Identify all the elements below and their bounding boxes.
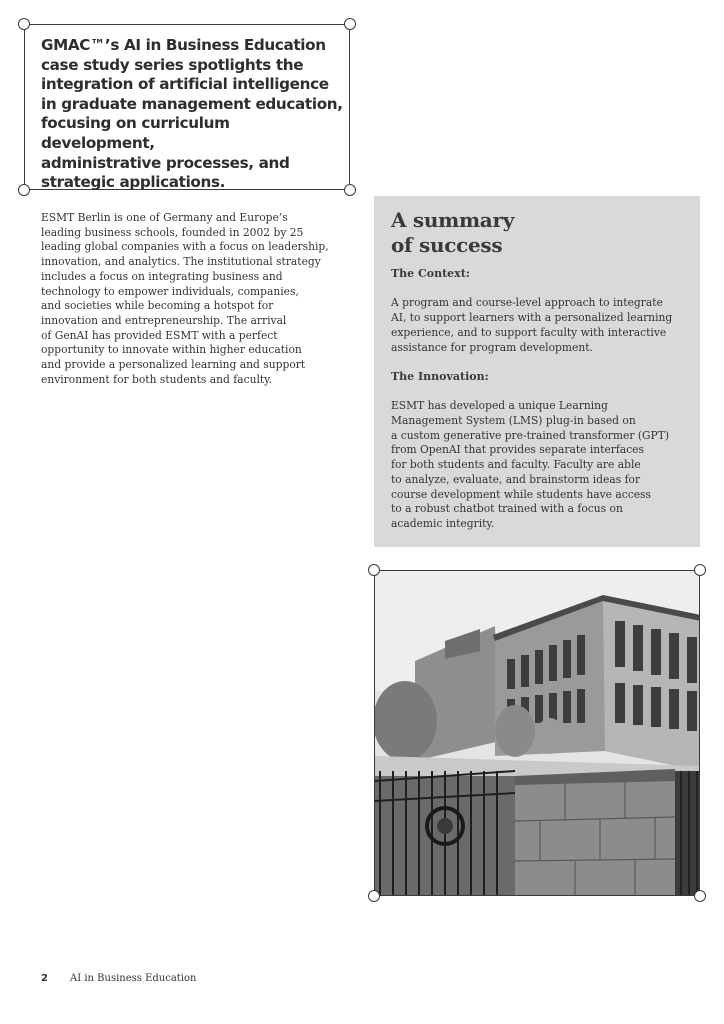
frame-handle [18, 18, 30, 30]
body-paragraph: ESMT Berlin is one of Germany and Europe’s leading business schools, founded in 2002 by 25 leading global companies with a focus on leadership, innovation, and analytics. The institutional strategy includes a focus on integrating business and technology to empower individuals, companies, and societies while becoming a hotspot for innovation and entrepreneurship. The arrival of GenAI has provided ESMT with a perfect opportunity to innovate within higher education and provide a personalized learning and support environment for both students and faculty. [41, 211, 329, 386]
innovation-heading: The Innovation: [391, 369, 489, 383]
innovation-text: ESMT has developed a unique Learning Management System (LMS) plug-in based on a custom generative pre-trained transformer (GPT) from OpenAI that provides separate interfaces for both students and faculty. Faculty are able to analyze, evaluate, and brainstorm ideas for course development while students have access to a robust chatbot trained with a focus on academic integrity. [391, 399, 670, 530]
context-heading: The Context: [391, 267, 470, 280]
frame-handle [694, 890, 706, 902]
frame-handle [368, 890, 380, 902]
frame-handle [694, 564, 706, 576]
summary-title: A summary of success [391, 208, 515, 257]
context-text: A program and course-level approach to integrate AI, to support learners with a personalized learning experience, and to support faculty with interactive assistance for program development. [391, 296, 673, 354]
frame-handle [368, 564, 380, 576]
building-photo-illustration [375, 571, 700, 896]
intro-statement: GMAC™’s AI in Business Education case study series spotlights the integration of artificial intelligence in graduate management education, focusing on curriculum development, administrative processes, and strategic applications. [41, 36, 343, 192]
frame-handle [18, 184, 30, 196]
summary-panel [374, 196, 700, 547]
publication-title: AI in Business Education [70, 973, 197, 984]
building-photo [374, 570, 700, 896]
page-number: 2 [41, 973, 48, 984]
frame-handle [344, 18, 356, 30]
